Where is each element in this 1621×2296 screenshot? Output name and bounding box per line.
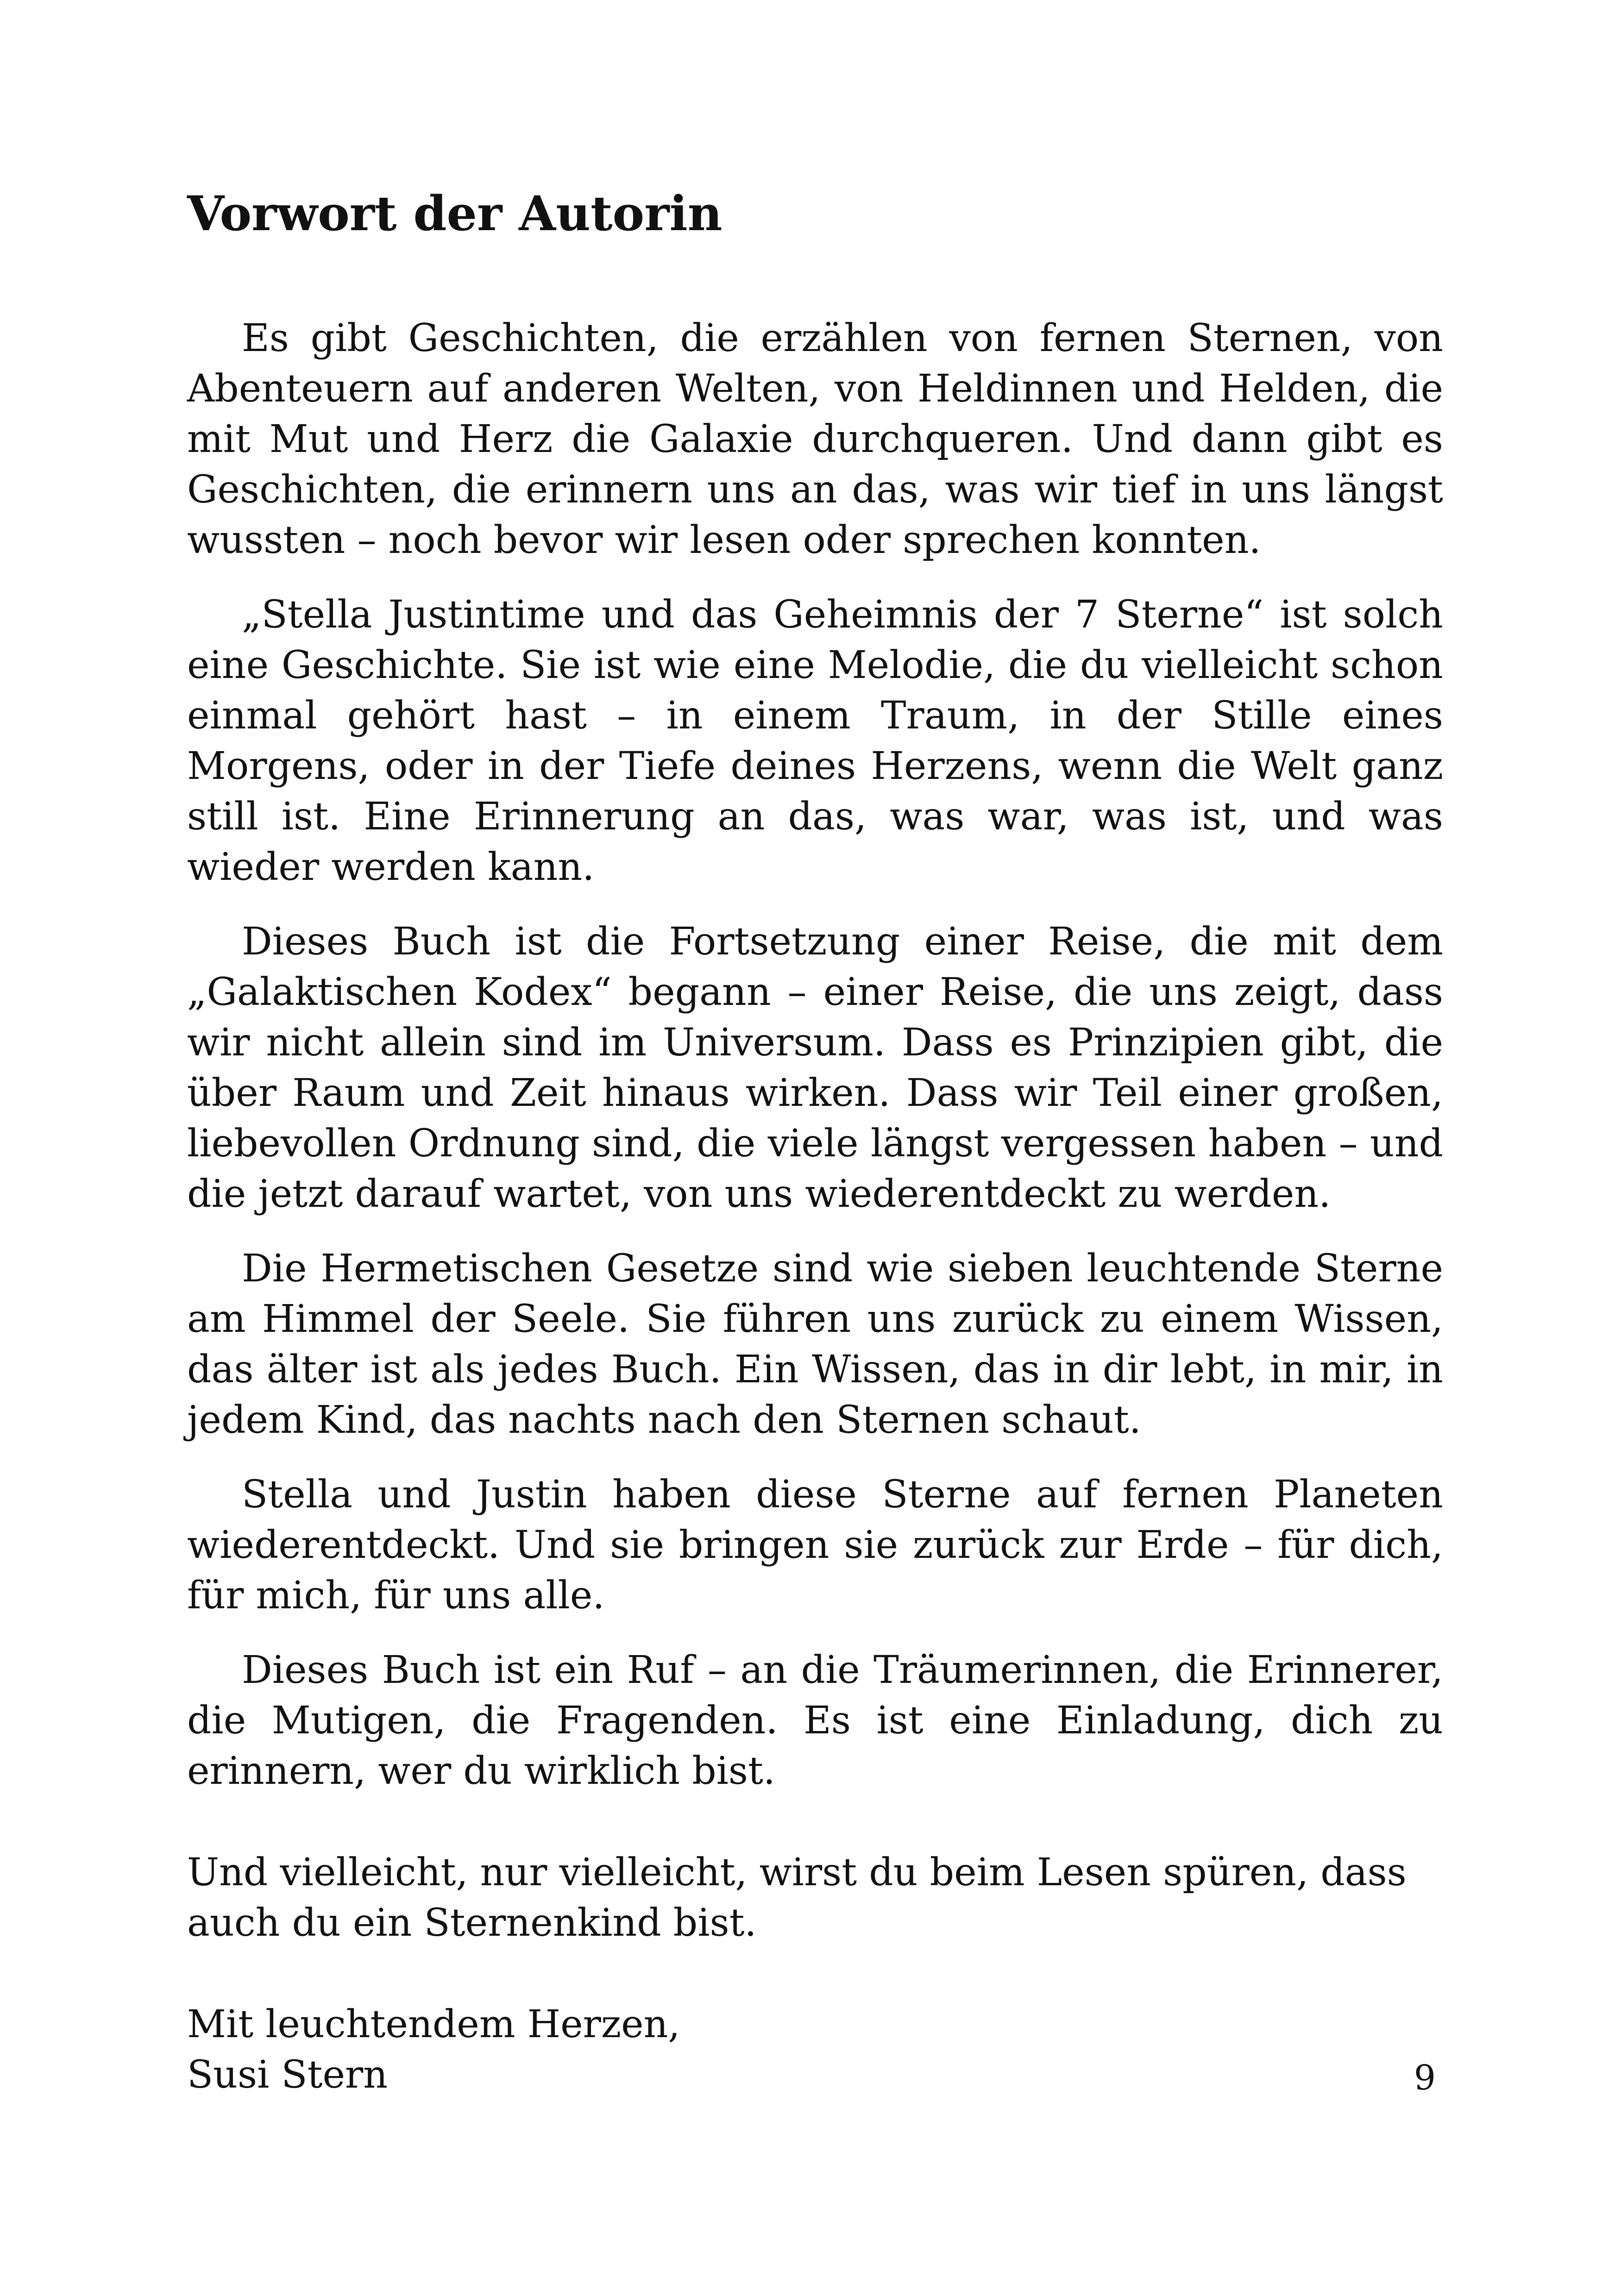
closing-paragraph: Und vielleicht, nur vielleicht, wirst du beim Lesen spüren, dass auch du ein Sternenkind bist.: [187, 1851, 1407, 1945]
signature-block: [187, 1999, 1443, 2100]
signature-name: Susi Stern: [187, 2053, 388, 2097]
page-title: Vorwort der Autorin: [187, 186, 723, 242]
page-number: 9: [1414, 2058, 1436, 2098]
paragraph-2: „Stella Justintime und das Geheimnis der 7 Sterne“ ist solch eine Geschichte. Sie ist wie eine Melodie, die du vielleicht schon einmal gehört hast – in einem Traum, in der Stille eines Morgens, oder in der Tiefe deines Herzens, wenn die Welt ganz still ist. Eine Erinnerung an das, was war, was ist, und was wieder werden kann.: [187, 593, 1443, 889]
signature-greeting: Mit leuchtendem Herzen,: [187, 2002, 680, 2046]
paragraph-3: Dieses Buch ist die Fortsetzung einer Reise, die mit dem „Galaktischen Kodex“ begann – einer Reise, die uns zeigt, dass wir nicht allein sind im Universum. Dass es Prinzipien gibt, die über Raum und Zeit hinaus wirken. Dass wir Teil einer großen, liebevollen Ordnung sind, die viele längst vergessen haben – und die jetzt darauf wartet, von uns wiederentdeckt zu werden.: [187, 920, 1443, 1216]
paragraph-1: Es gibt Geschichten, die erzählen von fernen Sternen, von Abenteuern auf anderen Welten, von Heldinnen und Helden, die mit Mut und Herz die Galaxie durchqueren. Und dann gibt es Geschichten, die erinnern uns an das, was wir tief in uns längst wussten – noch bevor wir lesen oder sprechen konnten.: [187, 316, 1443, 562]
preface-body: [187, 313, 1443, 2124]
paragraph-6: Dieses Buch ist ein Ruf – an die Träumerinnen, die Erinnerer, die Mutigen, die Fragenden. Es ist eine Einladung, dich zu erinnern, wer du wirklich bist.: [187, 1648, 1443, 1793]
paragraph-5: Stella und Justin haben diese Sterne auf fernen Planeten wiederentdeckt. Und sie bringen sie zurück zur Erde – für dich, für mich, für uns alle.: [187, 1473, 1443, 1618]
paragraph-4: Die Hermetischen Gesetze sind wie sieben leuchtende Sterne am Himmel der Seele. Sie führen uns zurück zu einem Wissen, das älter ist als jedes Buch. Ein Wissen, das in dir lebt, in mir, in jedem Kind, das nachts nach den Sternen schaut.: [187, 1247, 1443, 1442]
